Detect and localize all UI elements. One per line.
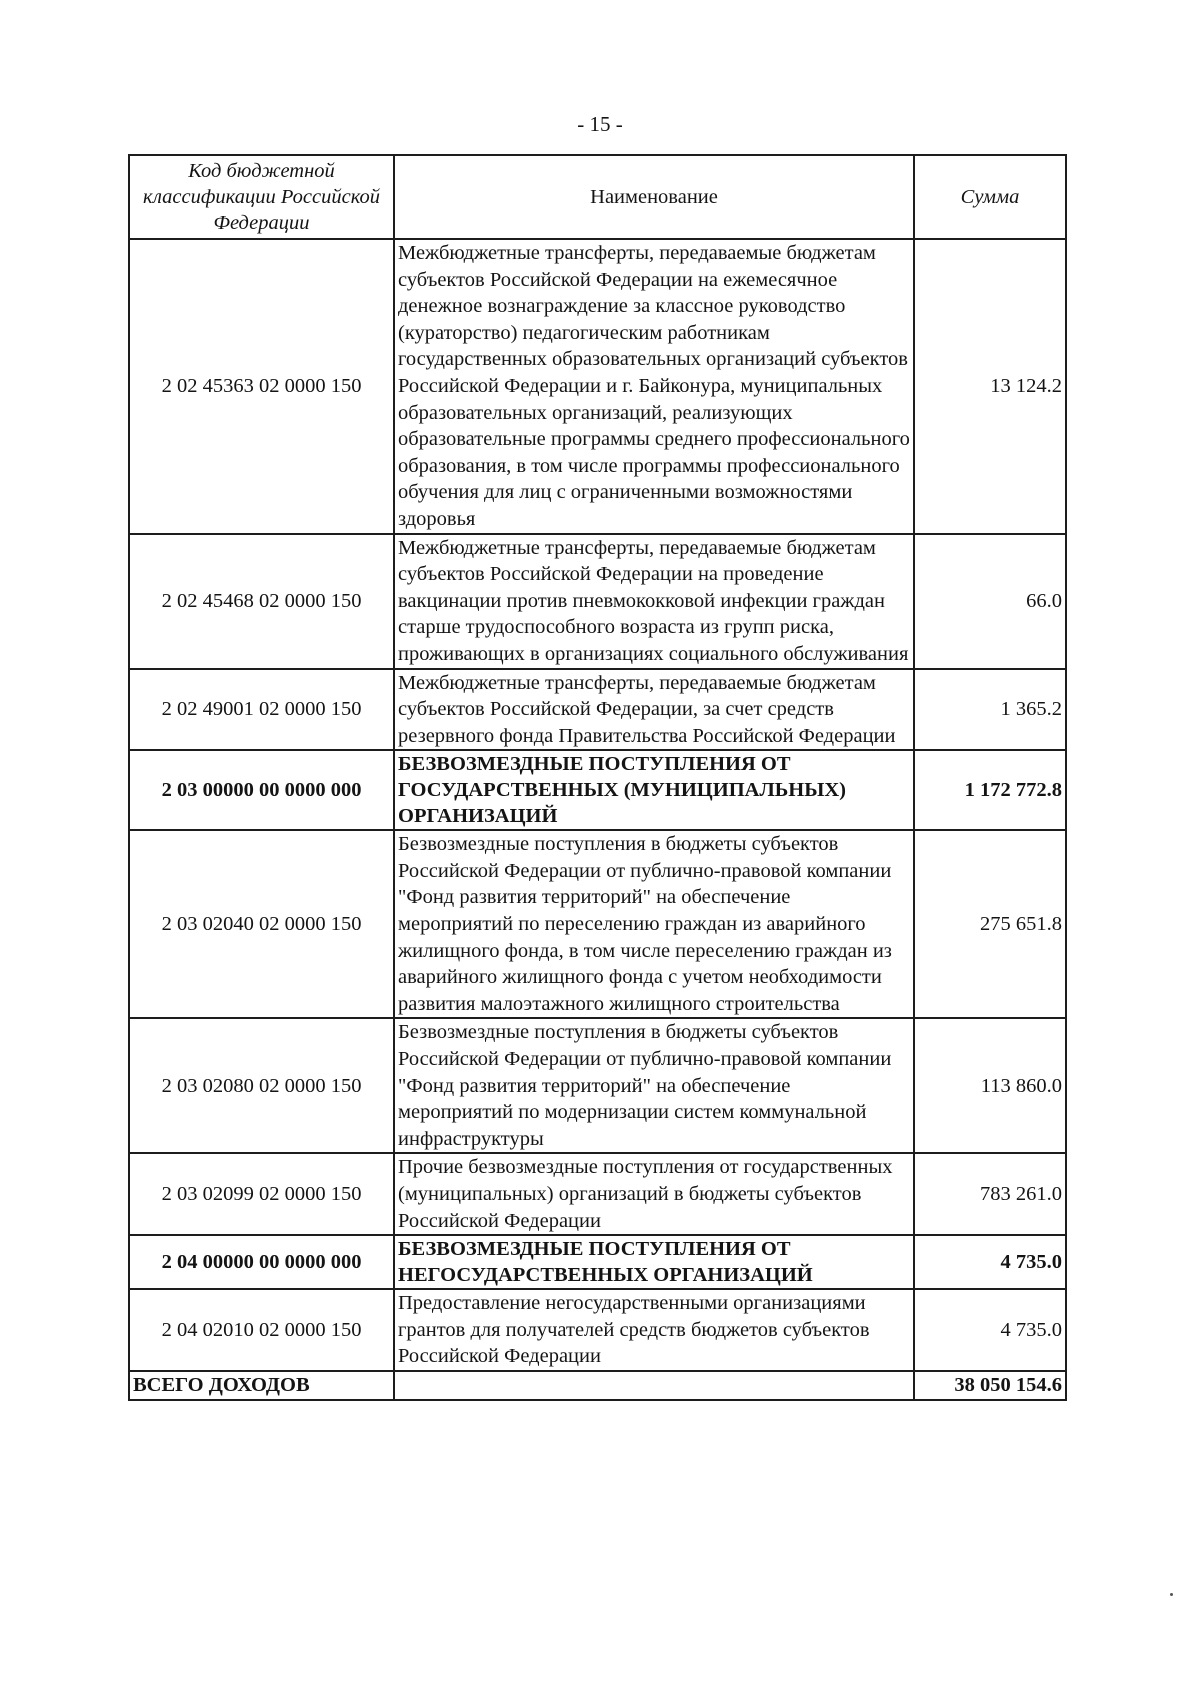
row-name: Прочие безвозмездные поступления от государственных (муниципальных) организаций в бюджеты субъектов Российской Федерации: [394, 1153, 914, 1235]
row-code: 2 03 02080 02 0000 150: [129, 1018, 394, 1153]
table-row: [129, 1289, 1066, 1371]
table-header-row: [129, 155, 1066, 239]
row-code: 2 03 02099 02 0000 150: [129, 1153, 394, 1235]
margin-dot: [1170, 1593, 1173, 1596]
row-name: БЕЗВОЗМЕЗДНЫЕ ПОСТУПЛЕНИЯ ОТ НЕГОСУДАРСТВЕННЫХ ОРГАНИЗАЦИЙ: [394, 1235, 914, 1289]
header-sum: Сумма: [914, 155, 1066, 239]
table-row: [129, 830, 1066, 1018]
header-name: Наименование: [394, 155, 914, 239]
budget-revenue-table: [128, 154, 1067, 1401]
table-row: [129, 669, 1066, 751]
row-name: Предоставление негосударственными организациями грантов для получателей средств бюджетов субъектов Российской Федерации: [394, 1289, 914, 1371]
row-sum: 783 261.0: [914, 1153, 1066, 1235]
row-code: 2 03 00000 00 0000 000: [129, 750, 394, 830]
row-sum: 1 172 772.8: [914, 750, 1066, 830]
row-code: 2 02 45363 02 0000 150: [129, 239, 394, 534]
row-name: Безвозмездные поступления в бюджеты субъектов Российской Федерации от публично-правовой компании "Фонд развития территорий" на обеспечение мероприятий по переселению граждан из аварийного жилищного фонда, в том числе переселению граждан из аварийного жилищного фонда с учетом необходимости развития малоэтажного жилищного строительства: [394, 830, 914, 1018]
table-row: [129, 534, 1066, 669]
row-code: 2 04 02010 02 0000 150: [129, 1289, 394, 1371]
row-sum: 275 651.8: [914, 830, 1066, 1018]
row-sum: 4 735.0: [914, 1289, 1066, 1371]
row-name: Межбюджетные трансферты, передаваемые бюджетам субъектов Российской Федерации на ежемесячное денежное вознаграждение за классное руководство (кураторство) педагогическим работникам государственных образовательных организаций субъектов Российской Федерации и г. Байконура, муниципальных образовательных организаций, реализующих образовательные программы среднего профессионального образования, в том числе программы профессионального обучения для лиц с ограниченными возможностями здоровья: [394, 239, 914, 534]
total-row: [129, 1371, 1066, 1400]
row-sum: 66.0: [914, 534, 1066, 669]
total-sum: 38 050 154.6: [914, 1371, 1066, 1400]
total-label: ВСЕГО ДОХОДОВ: [129, 1371, 394, 1400]
row-name: БЕЗВОЗМЕЗДНЫЕ ПОСТУПЛЕНИЯ ОТ ГОСУДАРСТВЕННЫХ (МУНИЦИПАЛЬНЫХ) ОРГАНИЗАЦИЙ: [394, 750, 914, 830]
table-row-section: [129, 1235, 1066, 1289]
table-row-section: [129, 750, 1066, 830]
table-row: [129, 239, 1066, 534]
row-code: 2 02 45468 02 0000 150: [129, 534, 394, 669]
row-code: 2 04 00000 00 0000 000: [129, 1235, 394, 1289]
total-name: [394, 1371, 914, 1400]
row-name: Межбюджетные трансферты, передаваемые бюджетам субъектов Российской Федерации, за счет средств резервного фонда Правительства Российской Федерации: [394, 669, 914, 751]
page-number: - 15 -: [577, 112, 623, 136]
row-code: 2 02 49001 02 0000 150: [129, 669, 394, 751]
row-sum: 1 365.2: [914, 669, 1066, 751]
row-sum: 4 735.0: [914, 1235, 1066, 1289]
row-sum: 13 124.2: [914, 239, 1066, 534]
row-name: Безвозмездные поступления в бюджеты субъектов Российской Федерации от публично-правовой компании "Фонд развития территорий" на обеспечение мероприятий по модернизации систем коммунальной инфраструктуры: [394, 1018, 914, 1153]
row-sum: 113 860.0: [914, 1018, 1066, 1153]
table-row: [129, 1153, 1066, 1235]
header-code: Код бюджетной классификации Российской Федерации: [129, 155, 394, 239]
table-row: [129, 1018, 1066, 1153]
row-code: 2 03 02040 02 0000 150: [129, 830, 394, 1018]
row-name: Межбюджетные трансферты, передаваемые бюджетам субъектов Российской Федерации на проведение вакцинации против пневмококковой инфекции граждан старше трудоспособного возраста из групп риска, проживающих в организациях социального обслуживания: [394, 534, 914, 669]
